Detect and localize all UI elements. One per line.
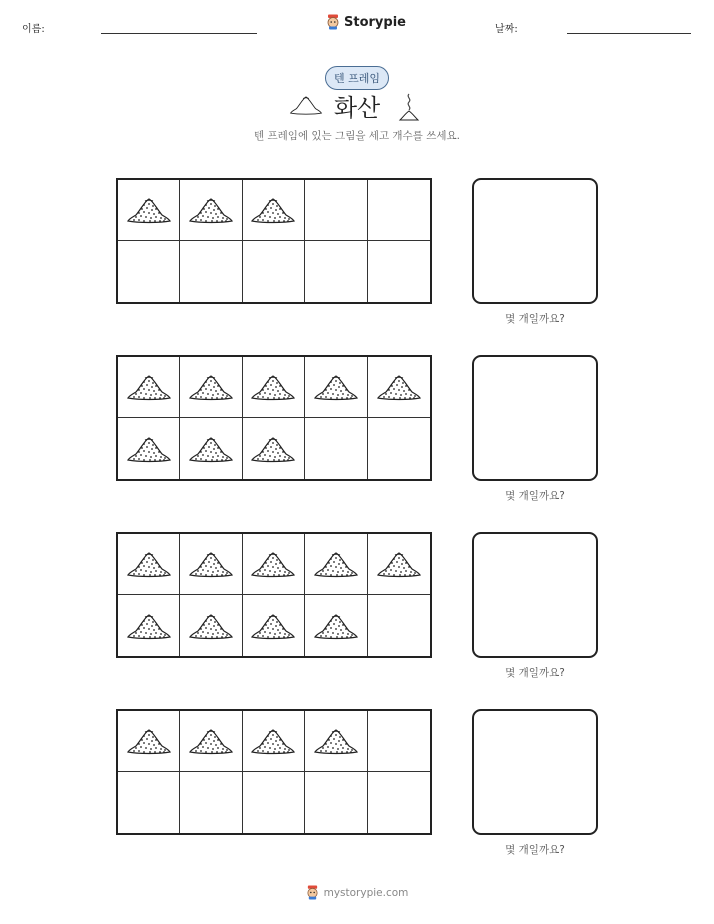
ten-frame (116, 355, 432, 481)
ten-frame-cell (180, 595, 242, 656)
ten-frame-cell (368, 357, 430, 418)
volcano-icon (250, 195, 296, 225)
brand-logo (326, 14, 406, 30)
storypie-mascot-icon (306, 885, 319, 900)
ten-frame-cell (305, 595, 367, 656)
volcano-icon (126, 434, 172, 464)
date-line[interactable] (567, 33, 691, 34)
page-title: 화산 (333, 94, 381, 122)
ten-frame-cell (118, 772, 180, 833)
volcano-icon (313, 726, 359, 756)
volcano-icon (313, 611, 359, 641)
topic-tag-label: 텐 프레임 (333, 72, 380, 85)
date-label: 날짜: (495, 24, 518, 35)
volcano-icon (126, 549, 172, 579)
ten-frame-cell (243, 418, 305, 479)
ten-frame-cell (368, 772, 430, 833)
volcano-icon (250, 549, 296, 579)
volcano-icon (250, 372, 296, 402)
ten-frame-cell (305, 772, 367, 833)
ten-frame-cell (368, 711, 430, 772)
volcano-icon (188, 195, 234, 225)
name-line[interactable] (101, 33, 257, 34)
ten-frame-cell (305, 534, 367, 595)
volcano-icon (188, 611, 234, 641)
ten-frame-cell (243, 180, 305, 241)
footer (0, 885, 714, 900)
volcano-icon (126, 372, 172, 402)
answer-box[interactable] (472, 355, 598, 481)
ten-frame-cell (368, 418, 430, 479)
ten-frame-cell (180, 418, 242, 479)
name-label: 이름: (22, 24, 45, 35)
ten-frame-cell (118, 241, 180, 302)
footer-site[interactable]: mystorypie.com (323, 886, 409, 899)
ten-frame-cell (368, 180, 430, 241)
volcano-icon (313, 372, 359, 402)
volcano-icon (188, 372, 234, 402)
question-label: 몇 개일까요? (505, 844, 565, 856)
ten-frame-cell (118, 711, 180, 772)
ten-frame-cell (118, 418, 180, 479)
volcano-icon (188, 434, 234, 464)
ten-frame-cell (368, 241, 430, 302)
instructions: 텐 프레임에 있는 그림을 세고 개수를 쓰세요. (254, 130, 460, 142)
ten-frame (116, 532, 432, 658)
volcano-icon (126, 611, 172, 641)
volcano-icon (250, 434, 296, 464)
ten-frame-cell (243, 357, 305, 418)
volcano-icon (376, 549, 422, 579)
volcano-icon (188, 549, 234, 579)
topic-tag (325, 66, 389, 90)
ten-frame (116, 709, 432, 835)
storypie-mascot-icon (326, 14, 340, 30)
ten-frame-cell (180, 241, 242, 302)
answer-box[interactable] (472, 532, 598, 658)
ten-frame-cell (118, 180, 180, 241)
question-label: 몇 개일까요? (505, 313, 565, 325)
ten-frame-cell (118, 534, 180, 595)
question-label: 몇 개일까요? (505, 667, 565, 679)
ten-frame-cell (243, 772, 305, 833)
question-label: 몇 개일까요? (505, 490, 565, 502)
ten-frame-cell (305, 711, 367, 772)
answer-box[interactable] (472, 709, 598, 835)
ten-frame-cell (180, 534, 242, 595)
brand-name: Storypie (344, 14, 406, 30)
volcano-icon (250, 611, 296, 641)
volcano-icon (376, 372, 422, 402)
smoke-icon (398, 92, 420, 122)
ten-frame-cell (368, 595, 430, 656)
volcano-icon (188, 726, 234, 756)
ten-frame-cell (305, 241, 367, 302)
ten-frame-cell (243, 711, 305, 772)
ten-frame-cell (180, 357, 242, 418)
ten-frame-cell (305, 180, 367, 241)
ten-frame-cell (180, 180, 242, 241)
ten-frame-cell (305, 418, 367, 479)
answer-box[interactable] (472, 178, 598, 304)
volcano-icon (126, 195, 172, 225)
ten-frame-cell (118, 595, 180, 656)
volcano-icon (250, 726, 296, 756)
ten-frame (116, 178, 432, 304)
ten-frame-cell (368, 534, 430, 595)
ten-frame-cell (243, 595, 305, 656)
volcano-icon (126, 726, 172, 756)
ten-frame-cell (243, 534, 305, 595)
volcano-icon (313, 549, 359, 579)
ten-frame-cell (243, 241, 305, 302)
ten-frame-cell (305, 357, 367, 418)
ten-frame-cell (180, 711, 242, 772)
ten-frame-cell (118, 357, 180, 418)
ten-frame-cell (180, 772, 242, 833)
